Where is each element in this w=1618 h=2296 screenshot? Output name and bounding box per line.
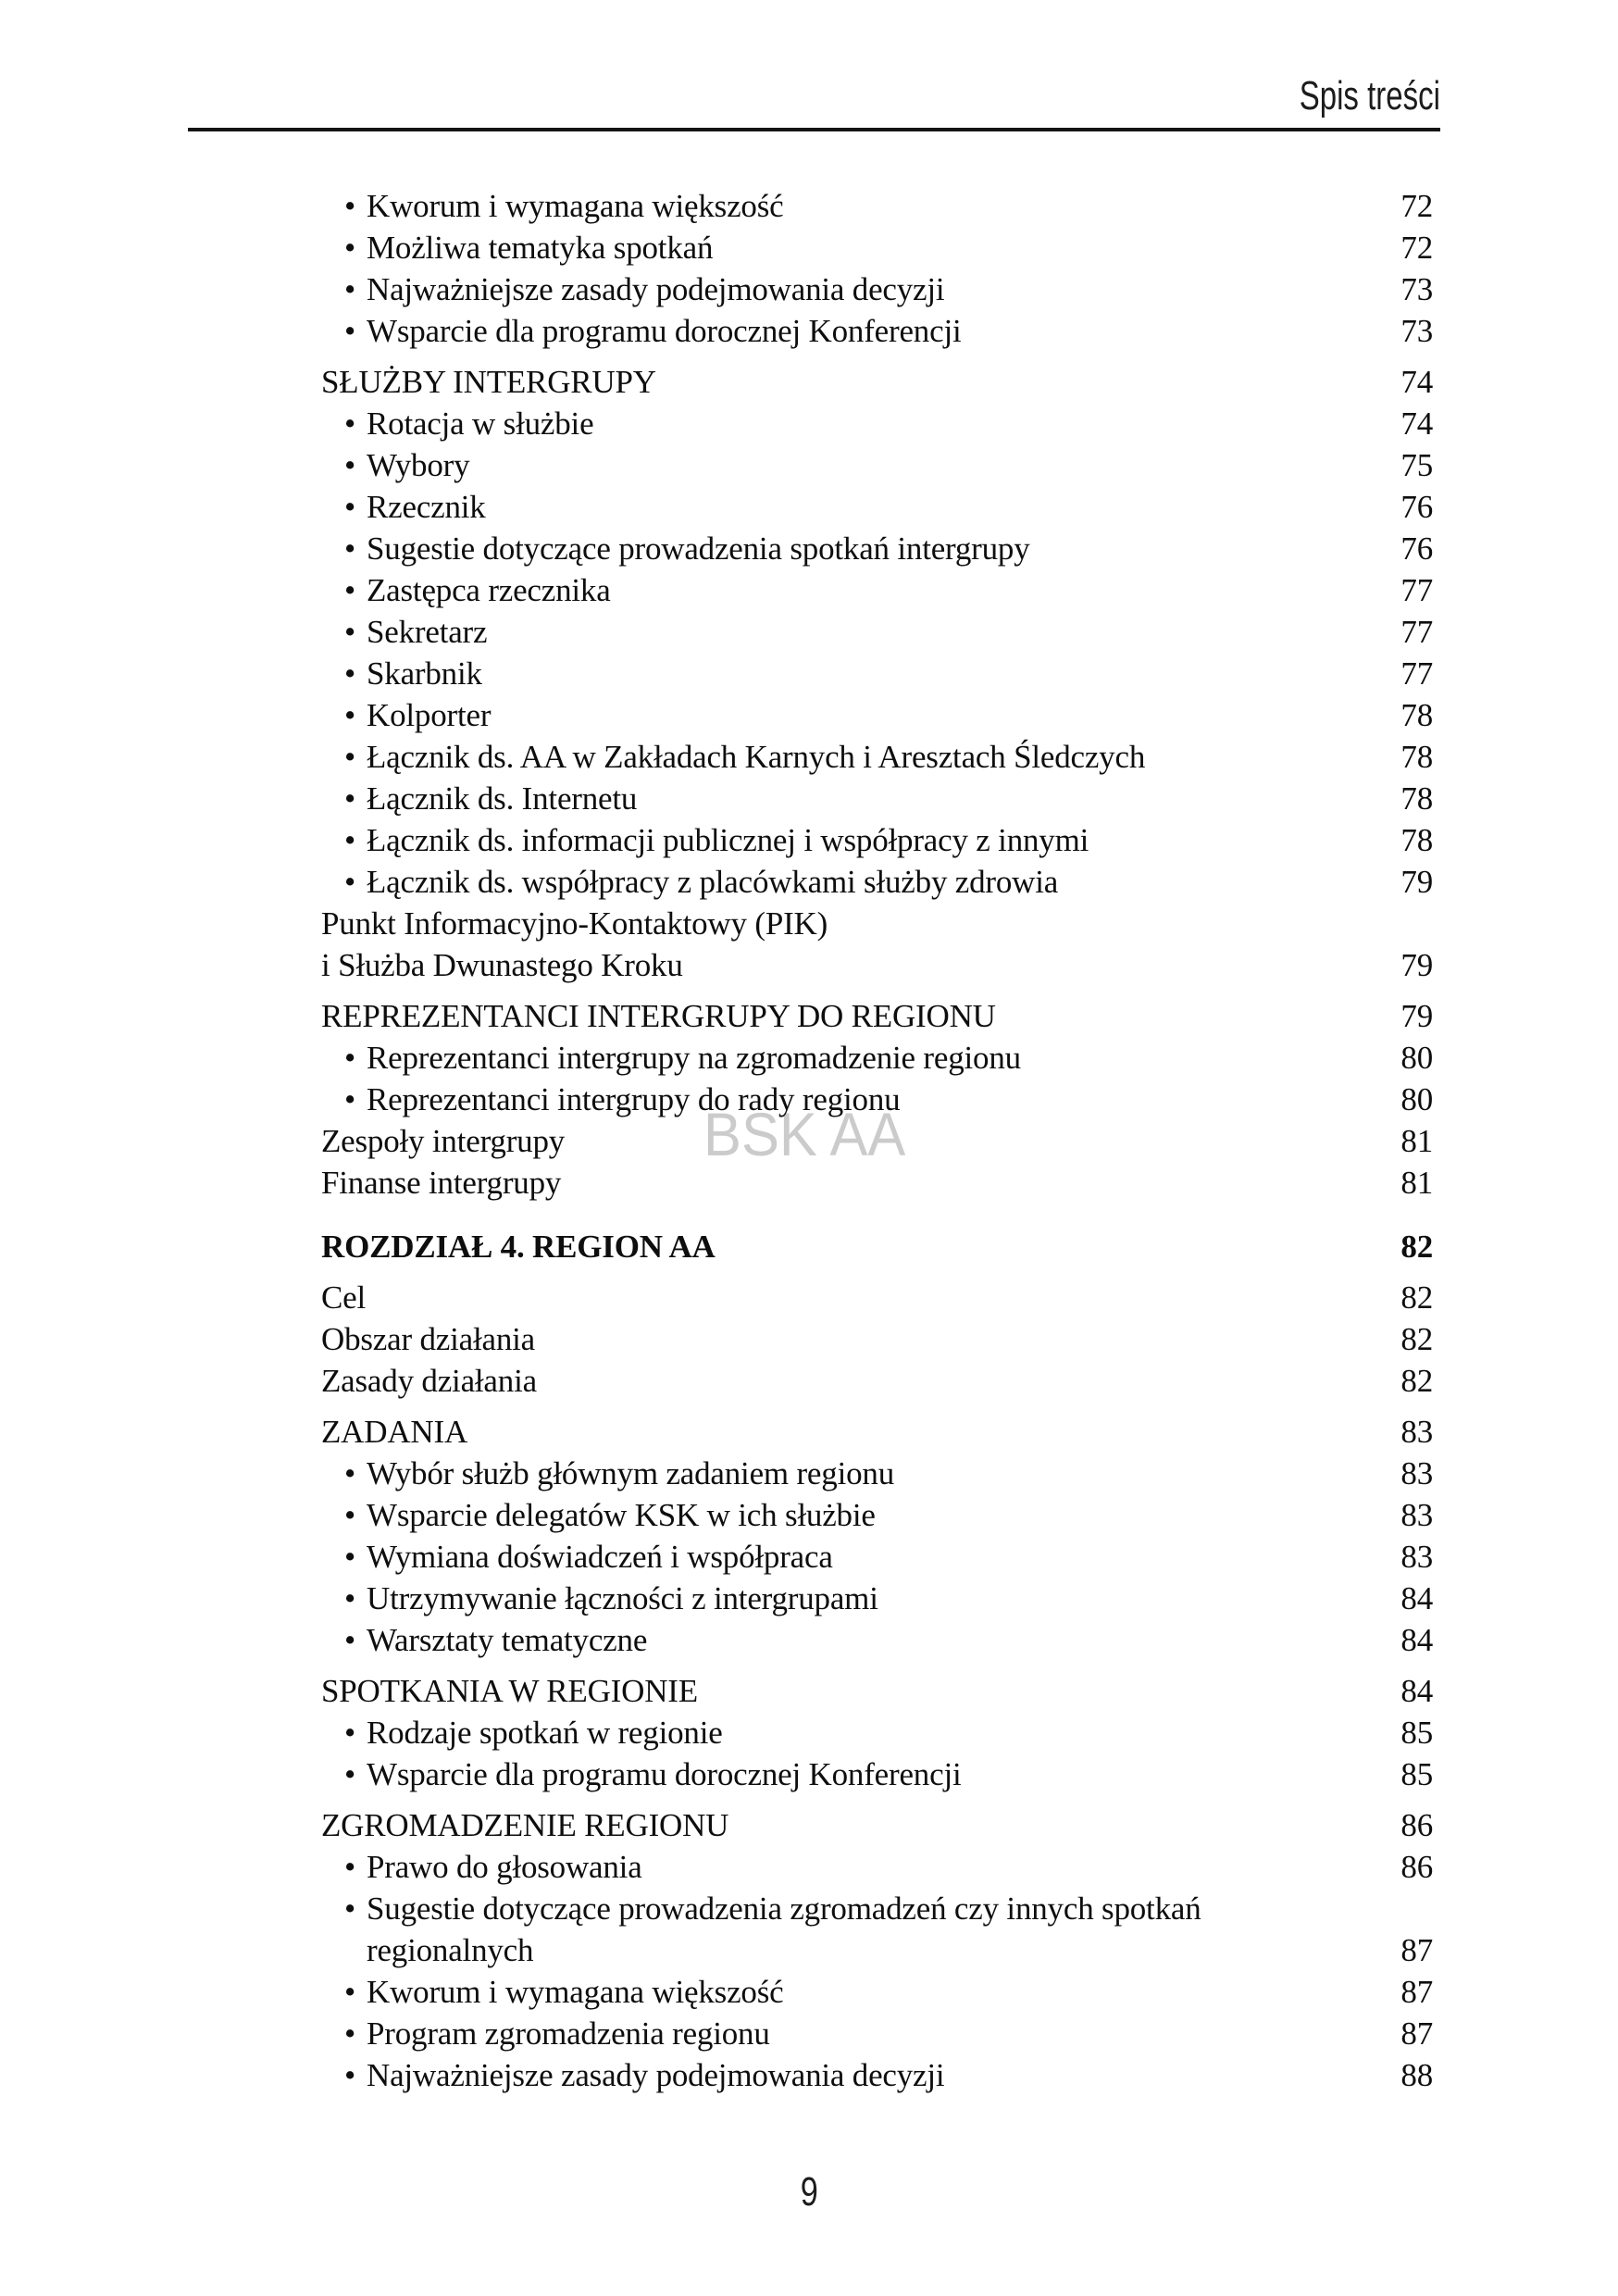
toc-row	[321, 611, 1433, 653]
toc-row	[321, 736, 1433, 778]
toc-entry-label: Wybory	[367, 447, 470, 483]
bullet-icon: •	[344, 1622, 356, 1658]
bullet-icon: •	[344, 230, 356, 266]
bullet-icon: •	[344, 1081, 356, 1117]
toc-entry-label: Wymiana doświadczeń i współpraca	[367, 1539, 833, 1575]
toc-entry-page: 83	[1400, 1497, 1433, 1533]
bullet-icon: •	[344, 1849, 356, 1885]
bullet-icon: •	[344, 739, 356, 775]
toc-entry-page: 82	[1400, 1279, 1433, 1316]
bullet-icon: •	[344, 1580, 356, 1616]
toc-entry-label: ZGROMADZENIE REGIONU	[321, 1807, 729, 1843]
toc-entry-label: Cel	[321, 1279, 367, 1316]
table-of-contents	[321, 185, 1433, 2096]
toc-entry-page: 82	[1400, 1229, 1433, 1265]
toc-entry-page: 85	[1400, 1715, 1433, 1751]
toc-entry-label: Rodzaje spotkań w regionie	[367, 1715, 723, 1751]
toc-row	[321, 778, 1433, 819]
toc-entry-page: 73	[1400, 271, 1433, 307]
toc-row	[321, 819, 1433, 861]
bullet-icon: •	[344, 1715, 356, 1751]
toc-entry-label: Najważniejsze zasady podejmowania decyzji	[367, 271, 945, 307]
toc-entry-page: 76	[1400, 530, 1433, 567]
toc-entry-page: 78	[1400, 697, 1433, 733]
toc-entry-page: 88	[1400, 2057, 1433, 2093]
toc-row	[321, 1619, 1433, 1661]
toc-entry-label: Łącznik ds. współpracy z placówkami służby zdrowia	[367, 864, 1059, 900]
toc-entry-page: 79	[1400, 947, 1433, 983]
toc-entry-label: Wybór służb głównym zadaniem regionu	[367, 1455, 894, 1491]
toc-row	[321, 861, 1433, 903]
bullet-icon: •	[344, 614, 356, 650]
toc-entry-label: Obszar działania	[321, 1321, 535, 1357]
footer	[0, 2169, 1618, 2215]
toc-entry-label: Sekretarz	[367, 614, 488, 650]
toc-entry-label: Kworum i wymagana większość	[367, 188, 784, 224]
toc-row	[321, 403, 1433, 444]
toc-entry-page: 87	[1400, 1932, 1433, 1968]
toc-row	[321, 1888, 1433, 1929]
bullet-icon: •	[344, 780, 356, 817]
toc-entry-page: 74	[1400, 364, 1433, 400]
toc-row	[321, 1079, 1433, 1120]
bullet-icon: •	[344, 572, 356, 608]
toc-entry-label: Łącznik ds. Internetu	[367, 780, 638, 817]
page-title: Spis treści	[1299, 73, 1440, 119]
bullet-icon: •	[344, 489, 356, 525]
toc-entry-label: Sugestie dotyczące prowadzenia zgromadzeń czy innych spotkań	[367, 1890, 1201, 1927]
toc-entry-label: i Służba Dwunastego Kroku	[321, 947, 683, 983]
toc-entry-page: 77	[1400, 655, 1433, 692]
toc-entry-page: 83	[1400, 1455, 1433, 1491]
toc-row	[321, 569, 1433, 611]
toc-row	[321, 1277, 1433, 1318]
toc-entry-page: 82	[1400, 1363, 1433, 1399]
toc-entry-label: REPREZENTANCI INTERGRUPY DO REGIONU	[321, 998, 996, 1034]
toc-entry-page: 78	[1400, 822, 1433, 858]
toc-entry-label: SŁUŻBY INTERGRUPY	[321, 364, 656, 400]
bullet-icon: •	[344, 447, 356, 483]
toc-entry-page: 87	[1400, 1974, 1433, 2010]
toc-entry-label: Reprezentanci intergrupy do rady regionu	[367, 1081, 901, 1117]
toc-row	[321, 486, 1433, 528]
toc-entry-label: Warsztaty tematyczne	[367, 1622, 648, 1658]
toc-entry-label: Sugestie dotyczące prowadzenia spotkań intergrupy	[367, 530, 1030, 567]
bullet-icon: •	[344, 406, 356, 442]
toc-entry-page: 86	[1400, 1849, 1433, 1885]
toc-entry-page: 78	[1400, 739, 1433, 775]
toc-entry-label: Łącznik ds. informacji publicznej i współpracy z innymi	[367, 822, 1089, 858]
bullet-icon: •	[344, 697, 356, 733]
toc-entry-label: Zespoły intergrupy	[321, 1123, 566, 1159]
toc-entry-label: Program zgromadzenia regionu	[367, 2015, 770, 2052]
toc-row	[321, 1226, 1433, 1267]
toc-row	[321, 1037, 1433, 1079]
toc-entry-label: ZADANIA	[321, 1414, 468, 1450]
toc-entry-page: 85	[1400, 1756, 1433, 1792]
toc-row	[321, 2013, 1433, 2054]
toc-entry-label: Prawo do głosowania	[367, 1849, 642, 1885]
toc-row	[321, 1753, 1433, 1795]
toc-entry-label: Kolporter	[367, 697, 492, 733]
toc-entry-page: 79	[1400, 864, 1433, 900]
toc-entry-page: 81	[1400, 1123, 1433, 1159]
toc-entry-page: 77	[1400, 572, 1433, 608]
toc-entry-page: 73	[1400, 313, 1433, 349]
toc-row	[321, 944, 1433, 986]
bullet-icon: •	[344, 1756, 356, 1792]
bullet-icon: •	[344, 822, 356, 858]
toc-row	[321, 227, 1433, 268]
toc-entry-label: Reprezentanci intergrupy na zgromadzenie regionu	[367, 1040, 1021, 1076]
toc-entry-page: 87	[1400, 2015, 1433, 2052]
toc-row	[321, 1494, 1433, 1536]
toc-entry-label: Punkt Informacyjno-Kontaktowy (PIK)	[321, 905, 828, 942]
toc-row	[321, 528, 1433, 569]
toc-row	[321, 1846, 1433, 1888]
toc-entry-page: 80	[1400, 1081, 1433, 1117]
toc-row	[321, 268, 1433, 310]
toc-entry-page: 84	[1400, 1622, 1433, 1658]
toc-entry-label: Finanse intergrupy	[321, 1165, 562, 1201]
bullet-icon: •	[344, 1497, 356, 1533]
bullet-icon: •	[344, 1539, 356, 1575]
toc-row	[321, 1712, 1433, 1753]
toc-row	[321, 995, 1433, 1037]
toc-entry-page: 83	[1400, 1414, 1433, 1450]
bullet-icon: •	[344, 655, 356, 692]
bullet-icon: •	[344, 188, 356, 224]
bullet-icon: •	[344, 2057, 356, 2093]
footer-page-number: 9	[800, 2169, 818, 2215]
toc-row	[321, 1453, 1433, 1494]
bullet-icon: •	[344, 864, 356, 900]
toc-entry-page: 72	[1400, 188, 1433, 224]
toc-entry-label: Wsparcie delegatów KSK w ich służbie	[367, 1497, 876, 1533]
toc-row	[321, 2054, 1433, 2096]
toc-entry-label: Utrzymywanie łączności z intergrupami	[367, 1580, 878, 1616]
header-rule	[188, 128, 1440, 131]
bullet-icon: •	[344, 1974, 356, 2010]
toc-entry-page: 82	[1400, 1321, 1433, 1357]
toc-entry-label: Łącznik ds. AA w Zakładach Karnych i Aresztach Śledczych	[367, 739, 1146, 775]
toc-row	[321, 310, 1433, 352]
toc-entry-label: Zastępca rzecznika	[367, 572, 611, 608]
bullet-icon: •	[344, 313, 356, 349]
toc-entry-page: 81	[1400, 1165, 1433, 1201]
toc-entry-page: 84	[1400, 1673, 1433, 1709]
toc-entry-page: 72	[1400, 230, 1433, 266]
toc-row	[321, 694, 1433, 736]
toc-row	[321, 1929, 1433, 1971]
toc-row	[321, 1578, 1433, 1619]
bullet-icon: •	[344, 2015, 356, 2052]
toc-row	[321, 185, 1433, 227]
toc-entry-label: Wsparcie dla programu dorocznej Konferencji	[367, 1756, 962, 1792]
toc-entry-page: 80	[1400, 1040, 1433, 1076]
bullet-icon: •	[344, 1040, 356, 1076]
toc-entry-page: 74	[1400, 406, 1433, 442]
bullet-icon: •	[344, 1455, 356, 1491]
toc-entry-label: Rotacja w służbie	[367, 406, 594, 442]
toc-entry-page: 86	[1400, 1807, 1433, 1843]
toc-entry-page: 79	[1400, 998, 1433, 1034]
toc-entry-label: Zasady działania	[321, 1363, 537, 1399]
toc-entry-page: 76	[1400, 489, 1433, 525]
toc-row	[321, 1536, 1433, 1578]
toc-row	[321, 1804, 1433, 1846]
toc-row	[321, 361, 1433, 403]
toc-row	[321, 444, 1433, 486]
toc-entry-label: Rzecznik	[367, 489, 486, 525]
toc-entry-page: 77	[1400, 614, 1433, 650]
toc-row	[321, 1120, 1433, 1162]
toc-entry-label: SPOTKANIA W REGIONIE	[321, 1673, 698, 1709]
toc-row	[321, 653, 1433, 694]
watermark-text: BSK AA	[703, 1100, 906, 1168]
toc-row	[321, 1360, 1433, 1402]
toc-row	[321, 1971, 1433, 2013]
toc-entry-page: 75	[1400, 447, 1433, 483]
toc-entry-label: regionalnych	[367, 1932, 534, 1968]
toc-entry-label: Możliwa tematyka spotkań	[367, 230, 714, 266]
bullet-icon: •	[344, 1890, 356, 1927]
toc-entry-label: ROZDZIAŁ 4. REGION AA	[321, 1229, 716, 1265]
toc-entry-page: 78	[1400, 780, 1433, 817]
toc-entry-label: Najważniejsze zasady podejmowania decyzji	[367, 2057, 945, 2093]
toc-row	[321, 1670, 1433, 1712]
bullet-icon: •	[344, 271, 356, 307]
bullet-icon: •	[344, 530, 356, 567]
toc-entry-label: Wsparcie dla programu dorocznej Konferencji	[367, 313, 962, 349]
toc-entry-label: Kworum i wymagana większość	[367, 1974, 784, 2010]
toc-row	[321, 1318, 1433, 1360]
toc-row	[321, 1162, 1433, 1204]
toc-entry-page: 84	[1400, 1580, 1433, 1616]
toc-row	[321, 1411, 1433, 1453]
toc-entry-page: 83	[1400, 1539, 1433, 1575]
toc-entry-label: Skarbnik	[367, 655, 482, 692]
toc-row	[321, 903, 1433, 944]
